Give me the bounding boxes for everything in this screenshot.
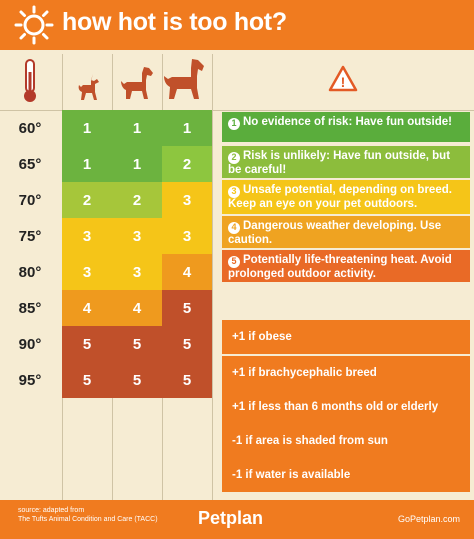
modifier-row: -1 if area is shaded from sun [222, 424, 470, 458]
risk-cell: 5 [112, 326, 162, 362]
risk-cell: 1 [112, 146, 162, 182]
legend-item [222, 216, 470, 248]
medium-dog-icon [118, 64, 156, 102]
sun-icon [14, 5, 54, 45]
temp-label: 90° [18, 335, 42, 353]
modifier-row: -1 if water is available [222, 458, 470, 492]
page-title: how hot is too hot? [62, 8, 287, 36]
risk-cell: 3 [112, 218, 162, 254]
legend-text: Potentially life-threatening heat. Avoid prolonged outdoor activity. [228, 254, 452, 280]
temp-label: 60° [18, 119, 42, 137]
risk-cell: 5 [162, 290, 212, 326]
risk-cell: 4 [162, 254, 212, 290]
header-bar [0, 0, 474, 50]
risk-cell: 3 [162, 182, 212, 218]
brand-logo: Petplan [198, 508, 264, 528]
legend-text: Dangerous weather developing. Use caution. [228, 220, 442, 246]
source-line-2: The Tufts Animal Condition and Care (TACC) [18, 516, 158, 523]
risk-cell: 1 [62, 146, 112, 182]
risk-cell: 5 [62, 362, 112, 398]
legend-item [222, 180, 470, 214]
temp-label: 75° [18, 227, 42, 245]
legend-number-badge: 4 [228, 222, 240, 234]
small-dog-icon [76, 72, 102, 102]
legend-item [222, 250, 470, 282]
modifier-row: +1 if obese [222, 320, 470, 354]
risk-cell: 4 [62, 290, 112, 326]
risk-cell: 2 [162, 146, 212, 182]
legend-number-badge: 5 [228, 256, 240, 268]
temp-label: 95° [18, 371, 42, 389]
risk-cell: 5 [112, 362, 162, 398]
grid-line [212, 54, 213, 500]
risk-cell: 1 [162, 110, 212, 146]
risk-cell: 2 [62, 182, 112, 218]
risk-cell: 3 [62, 218, 112, 254]
legend-text: No evidence of risk: Have fun outside! [243, 116, 452, 128]
source-note [18, 506, 158, 524]
modifier-row: +1 if less than 6 months old or elderly [222, 390, 470, 424]
legend-number-badge: 2 [228, 152, 240, 164]
risk-cell: 5 [162, 326, 212, 362]
temp-label: 80° [18, 263, 42, 281]
risk-cell: 4 [112, 290, 162, 326]
risk-cell: 3 [112, 254, 162, 290]
legend-text: Unsafe potential, depending on breed. Keep an eye on your pet outdoors. [228, 184, 452, 210]
temp-label: 85° [18, 299, 42, 317]
legend-text: Risk is unlikely: Have fun outside, but be careful! [228, 150, 451, 176]
svg-text:!: ! [340, 74, 346, 90]
risk-cell: 1 [112, 110, 162, 146]
risk-cell: 5 [162, 362, 212, 398]
source-line-1: source: adapted from [18, 507, 85, 514]
risk-cell: 3 [162, 218, 212, 254]
thermometer-icon [20, 58, 40, 104]
legend-number-badge: 1 [228, 118, 240, 130]
legend-item [222, 112, 470, 142]
risk-cell: 3 [62, 254, 112, 290]
risk-cell: 1 [62, 110, 112, 146]
risk-cell: 2 [112, 182, 162, 218]
legend-item [222, 146, 470, 178]
temp-label: 65° [18, 155, 42, 173]
legend-number-badge: 3 [228, 186, 240, 198]
website-link[interactable]: GoPetplan.com [397, 514, 460, 524]
warning-icon [328, 64, 358, 94]
risk-cell: 5 [62, 326, 112, 362]
modifier-row: +1 if brachycephalic breed [222, 356, 470, 390]
large-dog-icon [162, 56, 208, 102]
temp-label: 70° [18, 191, 42, 209]
